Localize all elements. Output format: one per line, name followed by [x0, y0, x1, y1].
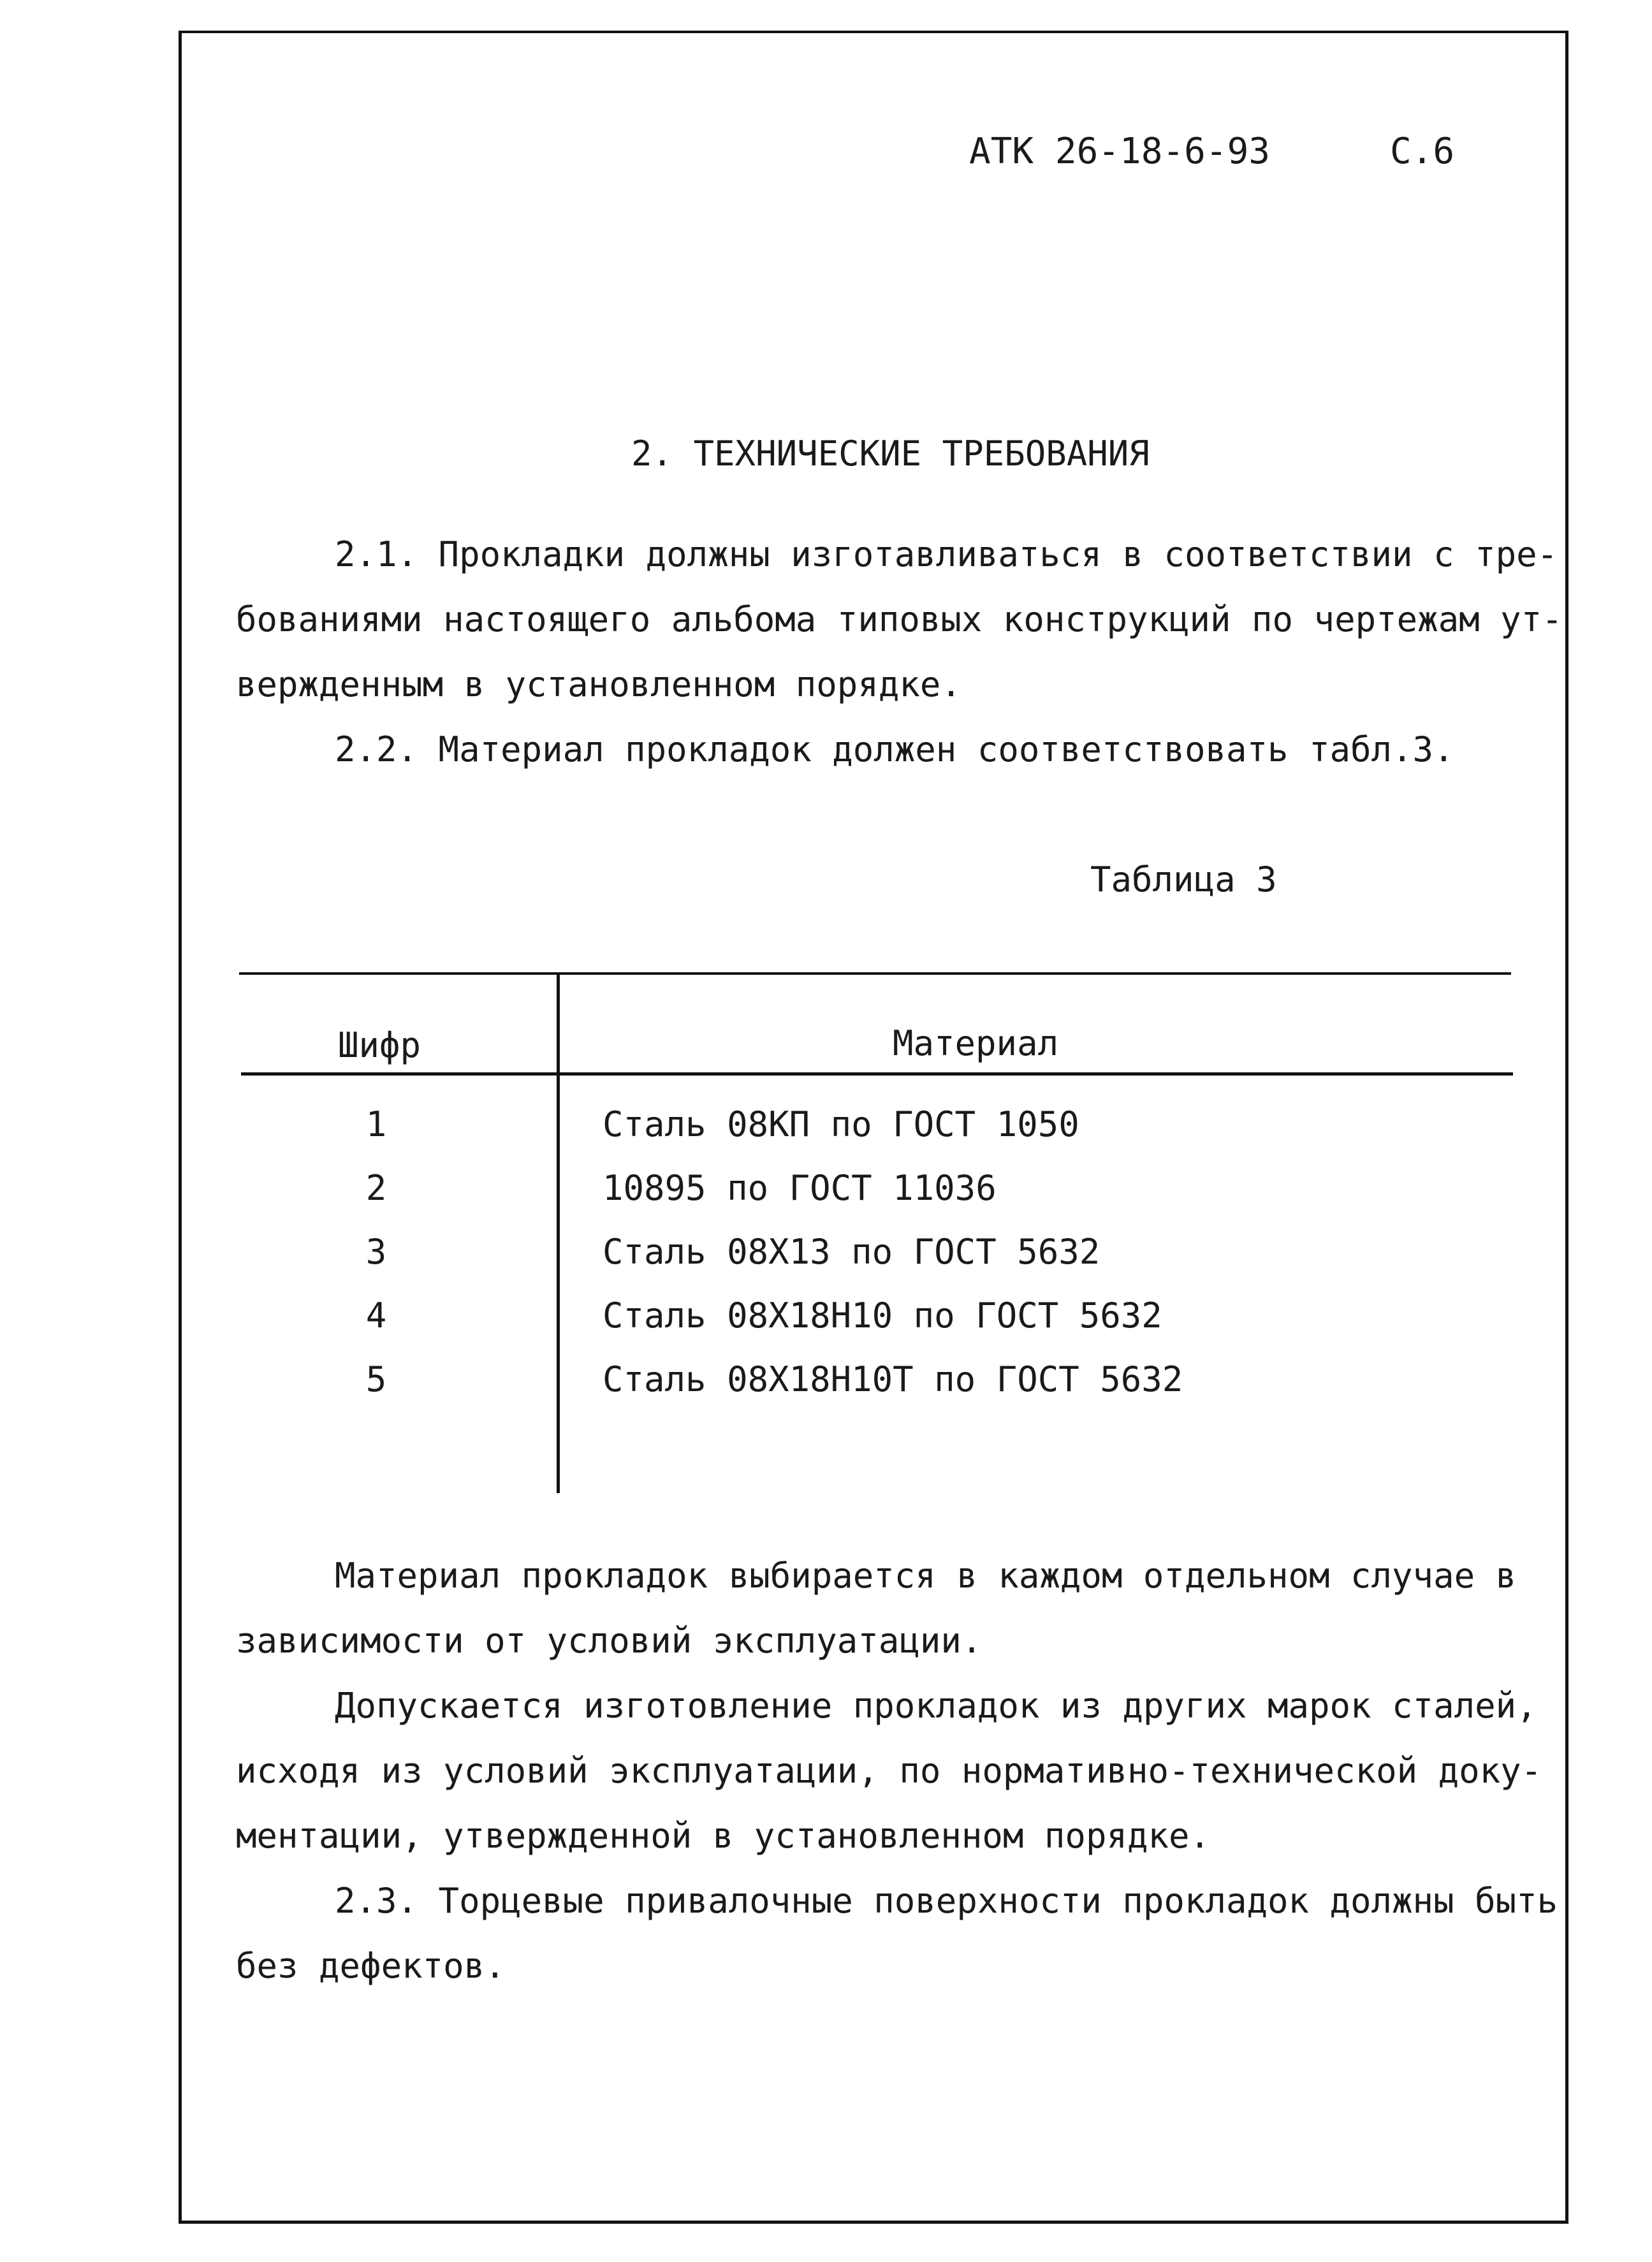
row-material: Сталь 08Х18Н10 по ГОСТ 5632 — [603, 1295, 1162, 1336]
section-title: 2. ТЕХНИЧЕСКИЕ ТРЕБОВАНИЯ — [631, 434, 1150, 474]
table-column-divider — [557, 974, 560, 1493]
para-2-1-line-1: 2.1. Прокладки должны изготавливаться в соответствии с тре- — [335, 534, 1558, 574]
table-top-rule — [239, 972, 1511, 975]
table-caption: Таблица 3 — [1090, 859, 1277, 900]
row-code: 3 — [365, 1232, 387, 1272]
para-2-1-line-2: бованиями настоящего альбома типовых конструкций по чертежам ут- — [236, 599, 1563, 639]
row-code: 4 — [365, 1295, 387, 1336]
row-material: Сталь 08Х13 по ГОСТ 5632 — [603, 1232, 1100, 1272]
row-material: 10895 по ГОСТ 11036 — [603, 1168, 997, 1208]
note-1-line-2: зависимости от условий эксплуатации. — [236, 1621, 983, 1661]
note-2-line-1: Допускается изготовление прокладок из других марок сталей, — [335, 1686, 1537, 1726]
row-code: 2 — [365, 1168, 387, 1208]
table-header-material: Материал — [893, 1023, 1059, 1063]
row-material: Сталь 08КП по ГОСТ 1050 — [603, 1104, 1079, 1144]
para-2-3-line-2: без дефектов. — [236, 1946, 506, 1986]
row-code: 5 — [365, 1359, 387, 1399]
document-code: АТК 26-18-6-93 — [969, 131, 1271, 172]
table-header-rule — [241, 1072, 1513, 1076]
para-2-1-line-3: вержденным в установленном порядке. — [236, 664, 961, 704]
note-2-line-2: исходя из условий эксплуатации, по нормативно-технической доку- — [236, 1751, 1542, 1791]
para-2-2: 2.2. Материал прокладок должен соответствовать табл.3. — [335, 729, 1454, 770]
table-header-code: Шифр — [338, 1025, 421, 1065]
para-2-3-line-1: 2.3. Торцевые привалочные поверхности прокладок должны быть — [335, 1881, 1558, 1921]
note-2-line-3: ментации, утвержденной в установленном порядке. — [236, 1816, 1211, 1856]
page-number: С.6 — [1390, 131, 1455, 172]
row-material: Сталь 08Х18Н10Т по ГОСТ 5632 — [603, 1359, 1183, 1399]
row-code: 1 — [365, 1104, 387, 1144]
note-1-line-1: Материал прокладок выбирается в каждом отдельном случае в — [335, 1556, 1517, 1596]
